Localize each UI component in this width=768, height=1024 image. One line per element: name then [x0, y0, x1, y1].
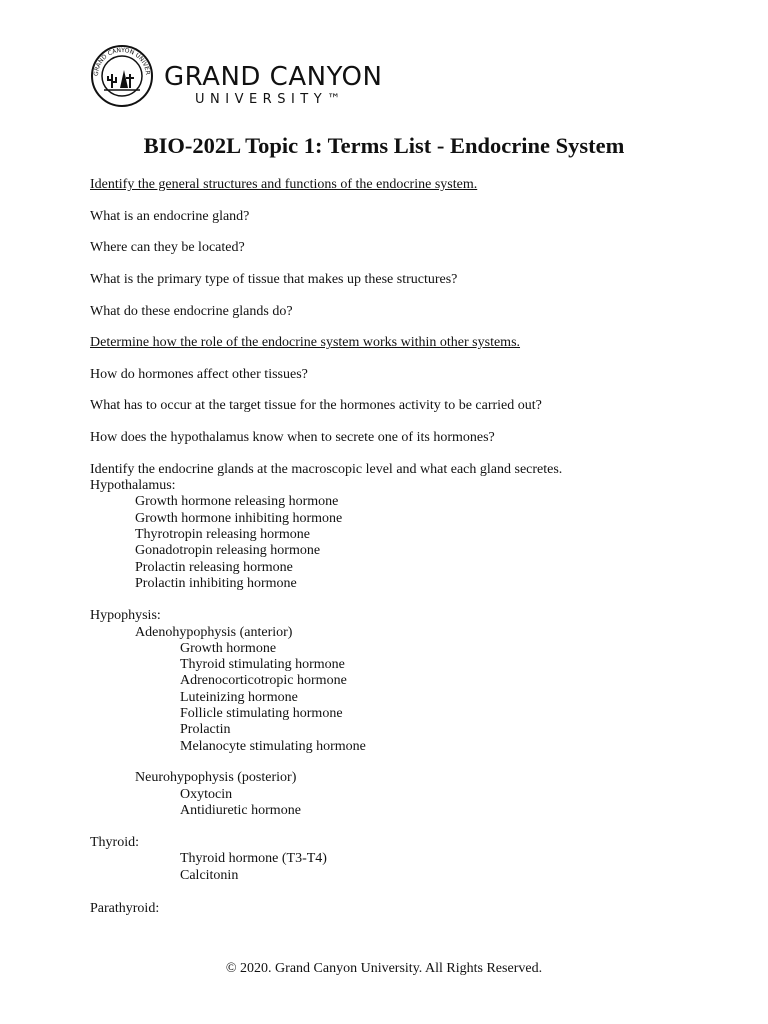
hormone-item: Prolactin	[180, 722, 231, 737]
hormone-item: Growth hormone releasing hormone	[135, 494, 339, 509]
question-line: What is an endocrine gland?	[90, 209, 250, 224]
hormone-item: Growth hormone	[180, 641, 277, 656]
hormone-item: Melanocyte stimulating hormone	[180, 739, 366, 754]
hormone-item: Thyroid stimulating hormone	[180, 657, 345, 672]
hormone-item: Antidiuretic hormone	[180, 803, 301, 818]
hormone-item: Oxytocin	[180, 787, 233, 802]
gland-label-hypophysis: Hypophysis:	[90, 608, 161, 623]
university-seal-icon	[90, 44, 154, 108]
question-line: How does the hypothalamus know when to secrete one of its hormones?	[90, 430, 495, 445]
subgland-label-anterior: Adenohypophysis (anterior)	[135, 625, 293, 640]
university-logo	[90, 44, 383, 114]
hormone-item: Gonadotropin releasing hormone	[135, 543, 321, 558]
question-line: What is the primary type of tissue that makes up these structures?	[90, 272, 458, 287]
hormone-item: Follicle stimulating hormone	[180, 706, 343, 721]
section-heading-role: Determine how the role of the endocrine system works within other systems.	[90, 335, 521, 350]
copyright-footer: © 2020. Grand Canyon University. All Rights Reserved.	[225, 961, 543, 976]
logo-name: GRAND CANYON	[164, 62, 383, 92]
question-line: How do hormones affect other tissues?	[90, 367, 308, 382]
subgland-label-posterior: Neurohypophysis (posterior)	[135, 770, 297, 785]
gland-label-thyroid: Thyroid:	[90, 835, 139, 850]
hormone-item: Growth hormone inhibiting hormone	[135, 511, 343, 526]
page-title: BIO-202L Topic 1: Terms List - Endocrine System	[143, 133, 625, 158]
logo-subtitle: UNIVERSITY™	[195, 92, 346, 107]
section-heading-structures: Identify the general structures and functions of the endocrine system.	[90, 177, 478, 192]
gland-label-hypothalamus: Hypothalamus:	[90, 478, 176, 493]
hormone-item: Calcitonin	[180, 868, 239, 883]
section-intro-glands: Identify the endocrine glands at the macroscopic level and what each gland secretes.	[90, 462, 563, 477]
hormone-item: Luteinizing hormone	[180, 690, 298, 705]
hormone-item: Thyroid hormone (T3-T4)	[180, 851, 327, 866]
question-line: Where can they be located?	[90, 240, 245, 255]
question-line: What do these endocrine glands do?	[90, 304, 293, 319]
hormone-item: Prolactin inhibiting hormone	[135, 576, 297, 591]
svg-text:GRAND CANYON UNIVERSITY: GRAND CANYON UNIVER	[92, 46, 152, 77]
hormone-item: Prolactin releasing hormone	[135, 560, 293, 575]
hormone-item: Adrenocorticotropic hormone	[180, 673, 347, 688]
hormone-item: Thyrotropin releasing hormone	[135, 527, 310, 542]
question-line: What has to occur at the target tissue for the hormones activity to be carried out?	[90, 398, 542, 413]
gland-label-parathyroid: Parathyroid:	[90, 901, 160, 916]
